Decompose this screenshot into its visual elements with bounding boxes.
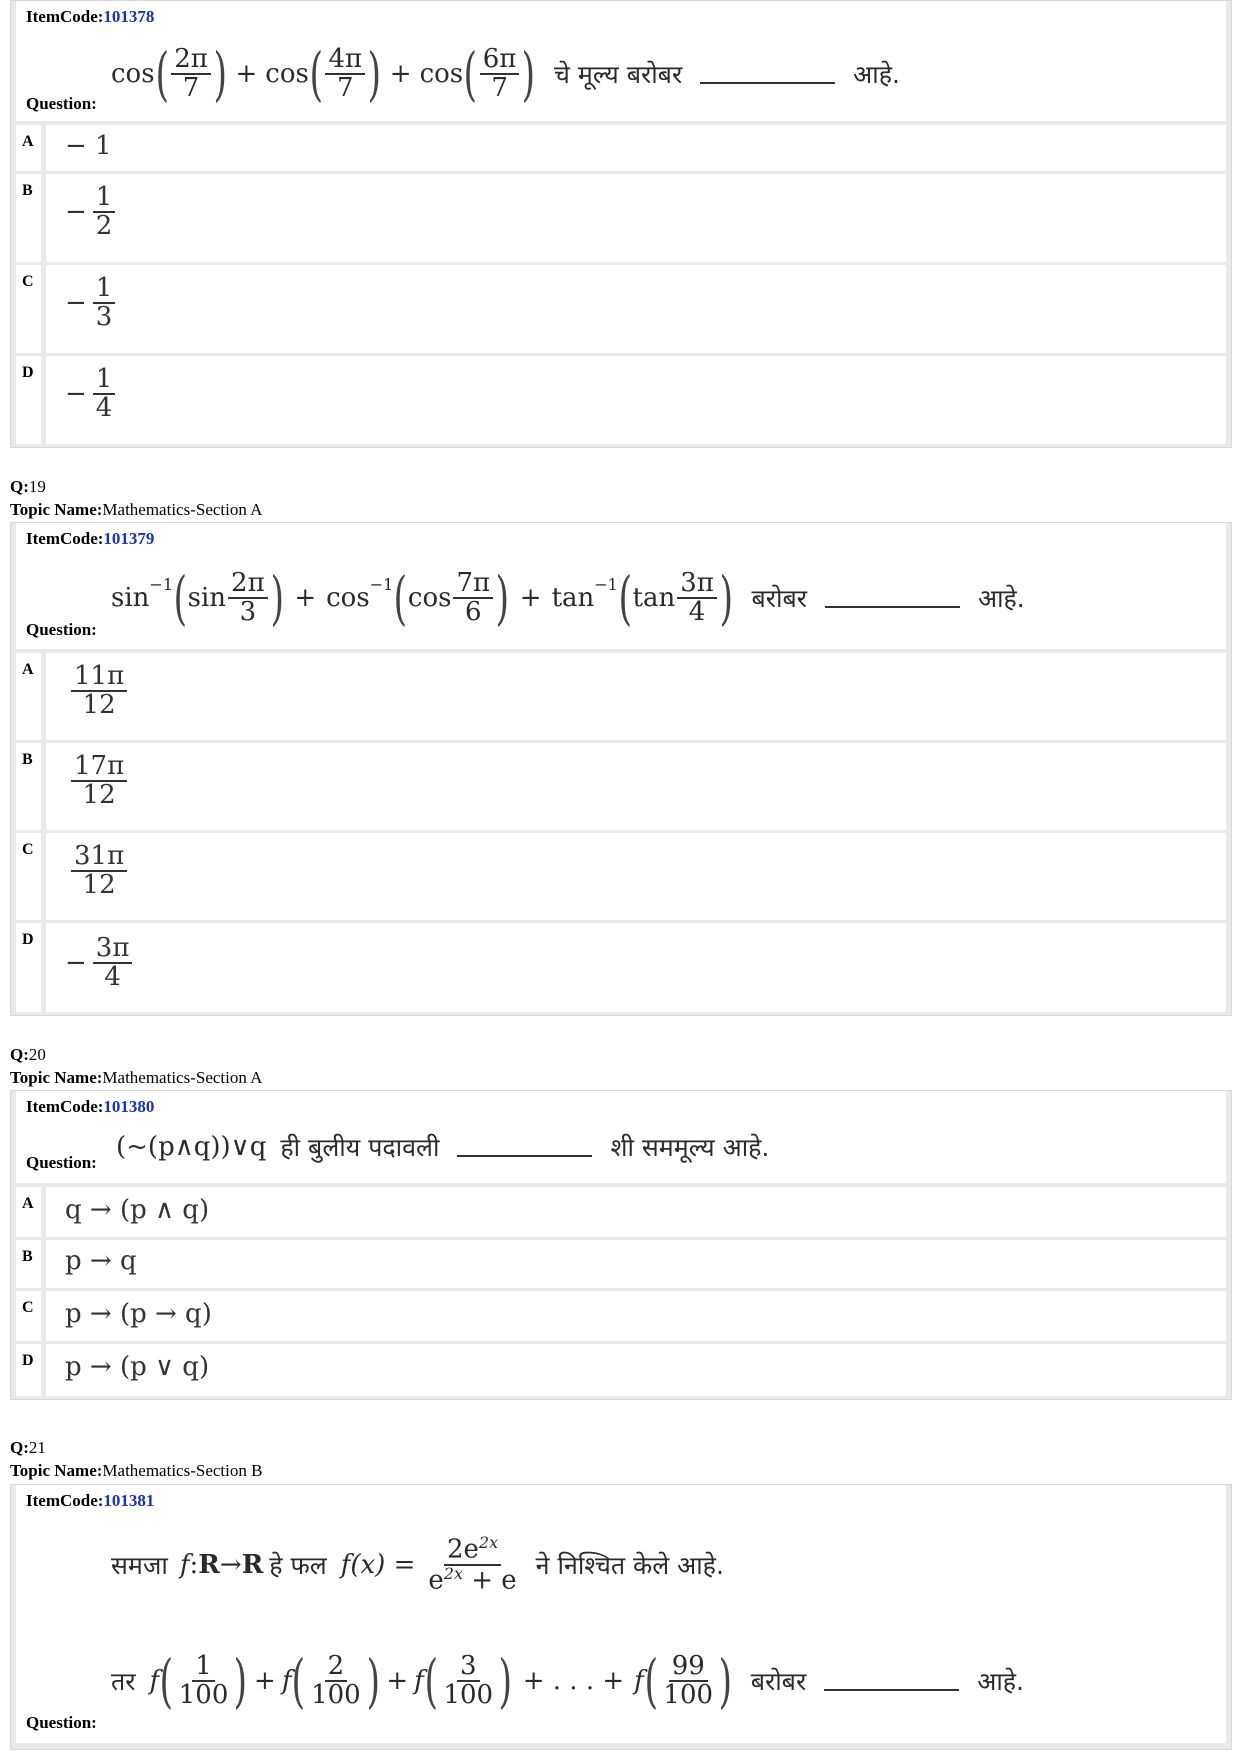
topic-name: Topic Name:Mathematics-Section B <box>10 1461 263 1480</box>
option-letter: B <box>16 174 46 262</box>
fraction: $\frac{2}{100}$ <box>311 1650 361 1710</box>
question-line-2: तर f ( $\frac{1}{100}$ ) + f ( $\frac{2}{100}$ ) + f ( $\frac{3}{100}$ ) + . . . + f ( $\frac{99}{100}$ ) बरोबर आहे. <box>111 1647 1024 1715</box>
question-row <box>16 1485 1226 1743</box>
option-c[interactable] <box>16 1291 1226 1341</box>
option-c[interactable]: C − $\frac{1}{3}$ <box>16 265 1226 353</box>
option-d[interactable]: D − $\frac{1}{4}$ <box>16 356 1226 444</box>
option-letter: D <box>16 356 46 444</box>
answer-blank <box>457 1137 592 1157</box>
option-text: − 1 <box>65 131 112 161</box>
question-text: आहे. <box>977 584 1025 613</box>
option-text: p → q <box>65 1246 137 1276</box>
question-block-20 <box>10 1090 1232 1400</box>
question-text: आहे. <box>977 1667 1024 1696</box>
option-fraction: $\frac{1}{3}$ <box>93 275 116 332</box>
item-code-label: ItemCode: <box>26 529 104 548</box>
option-letter: C <box>16 1291 46 1341</box>
item-code-line <box>26 529 154 549</box>
question-block-19 <box>10 522 1232 1016</box>
question-label: Question: <box>26 1153 97 1172</box>
question-row <box>16 1 1226 121</box>
item-code-label: ItemCode: <box>26 1097 104 1116</box>
option-fraction: $\frac{1}{2}$ <box>93 184 116 241</box>
question-label: Question: <box>26 94 97 113</box>
item-code-label: ItemCode: <box>26 1491 104 1510</box>
option-letter: D <box>16 1344 46 1396</box>
question-number: Q:21 <box>10 1438 46 1457</box>
item-code-value: 101381 <box>103 1491 155 1510</box>
question-text: चे मूल्य बरोबर <box>554 60 683 89</box>
option-letter: A <box>16 653 46 740</box>
option-letter: B <box>16 1240 46 1288</box>
option-letter: D <box>16 923 46 1012</box>
option-fraction: $\frac{1}{4}$ <box>93 366 116 423</box>
option-text: q → (p ∧ q) <box>65 1195 210 1225</box>
option-d[interactable] <box>16 1344 1226 1396</box>
option-fraction: $\frac{17\pi}{12}$ <box>71 753 127 810</box>
item-code-value: 101378 <box>103 7 155 26</box>
option-a[interactable] <box>16 125 1226 171</box>
question-number: Q:20 <box>10 1045 46 1064</box>
question-row <box>16 523 1226 649</box>
option-fraction: $\frac{31\pi}{12}$ <box>71 843 127 900</box>
fraction: $\frac{6\pi}{7}$ <box>480 46 520 103</box>
option-d[interactable]: D − $\frac{3\pi}{4}$ <box>16 923 1226 1012</box>
fraction: $\frac{7\pi}{6}$ <box>453 570 493 627</box>
question-expression: cos ( $\frac{2\pi}{7}$ ) + cos ( $\frac{4\pi}{7}$ ) + cos ( $\frac{6\pi}{7}$ ) चे मूल्य बरोबर आहे. <box>111 40 900 108</box>
question-expression: sin −1 ( sin $\frac{2\pi}{3}$ ) + cos −1 ( cos $\frac{7\pi}{6}$ ) + tan −1 ( tan $\frac{3\pi}{4}$ ) बरोबर आहे. <box>111 564 1025 632</box>
question-block-18 <box>10 0 1232 448</box>
question-text: शी सममूल्य आहे. <box>610 1133 770 1162</box>
question-label: Question: <box>26 1713 97 1732</box>
answer-blank <box>700 64 835 84</box>
option-letter: A <box>16 125 46 171</box>
item-code-line <box>26 1491 154 1511</box>
option-a[interactable] <box>16 1187 1226 1237</box>
fraction: $\frac{4\pi}{7}$ <box>325 46 365 103</box>
fraction: $\frac{99}{100}$ <box>663 1650 714 1710</box>
option-a[interactable] <box>16 653 1226 740</box>
option-b[interactable] <box>16 1240 1226 1288</box>
question-text: आहे. <box>853 60 900 89</box>
question-line-1: समजा f : R → R हे फल f(x) = $\frac{2e^{2x}}{e^{2x} + e}$ ने निश्चित केले आहे. <box>111 1533 724 1596</box>
option-fraction: $\frac{3\pi}{4}$ <box>93 935 133 992</box>
option-letter: A <box>16 1187 46 1237</box>
option-text: p → (p ∨ q) <box>65 1352 210 1382</box>
function-fraction: $\frac{2e^{2x}}{e^{2x} + e}$ <box>428 1533 517 1596</box>
fraction: $\frac{3}{100}$ <box>443 1650 494 1710</box>
item-code-line <box>26 1097 154 1117</box>
option-b[interactable]: B − $\frac{1}{2}$ <box>16 174 1226 262</box>
item-code-value: 101379 <box>103 529 155 548</box>
question-text: ही बुलीय पदावली <box>280 1133 440 1162</box>
option-c[interactable] <box>16 833 1226 920</box>
answer-blank <box>825 588 960 608</box>
option-b[interactable] <box>16 743 1226 830</box>
fraction: $\frac{2\pi}{7}$ <box>171 46 211 103</box>
question-text: ने निश्चित केले आहे. <box>535 1551 724 1580</box>
question-text: हे फल <box>269 1551 327 1580</box>
question-text: बरोबर <box>750 1667 807 1696</box>
option-letter: C <box>16 265 46 353</box>
option-letter: B <box>16 743 46 830</box>
item-code-line <box>26 7 154 27</box>
question-number: Q:19 <box>10 477 46 496</box>
option-letter: C <box>16 833 46 920</box>
fraction: $\frac{3\pi}{4}$ <box>677 570 717 627</box>
option-fraction: $\frac{11\pi}{12}$ <box>71 663 127 720</box>
answer-blank <box>824 1671 959 1691</box>
item-code-value: 101380 <box>103 1097 155 1116</box>
item-code-label: ItemCode: <box>26 7 104 26</box>
question-block-21 <box>10 1484 1232 1750</box>
boolean-expression: (~(p∧q))∨q <box>116 1132 267 1162</box>
fraction: $\frac{2\pi}{3}$ <box>228 570 268 627</box>
option-text: p → (p → q) <box>65 1299 212 1329</box>
fraction: $\frac{1}{100}$ <box>178 1650 229 1710</box>
question-row <box>16 1091 1226 1183</box>
question-text: तर <box>111 1667 136 1696</box>
question-text: बरोबर <box>751 584 807 613</box>
question-expression <box>116 1127 775 1167</box>
question-text: समजा <box>111 1551 168 1580</box>
question-label: Question: <box>26 620 97 639</box>
topic-name: Topic Name:Mathematics-Section A <box>10 500 263 519</box>
topic-name: Topic Name:Mathematics-Section A <box>10 1068 263 1087</box>
